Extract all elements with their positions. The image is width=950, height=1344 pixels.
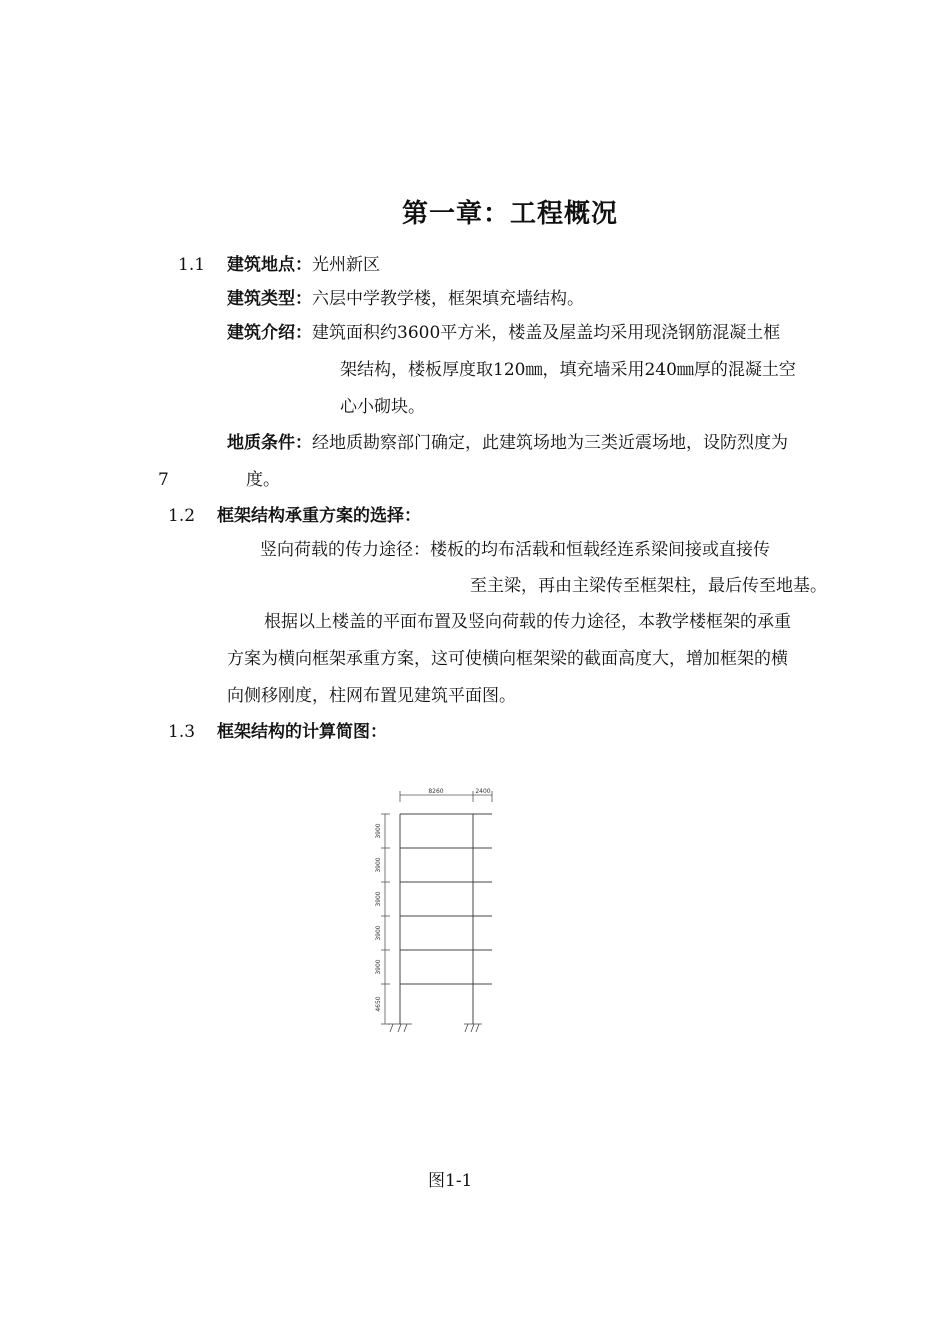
section-1-2-number: 1.2 (168, 506, 196, 526)
section-1-1-number: 1.1 (178, 255, 206, 275)
section-1-3-heading: 框架结构的计算简图： (217, 722, 387, 742)
location-line (227, 254, 380, 276)
scheme-line-2: 方案为横向框架承重方案，这可使横向框架梁的截面高度大，增加框架的横 (227, 649, 788, 669)
story-label-4: 3900 (375, 891, 382, 907)
geo-line-1 (227, 432, 788, 454)
section-1-2-heading: 框架结构承重方案的选择： (217, 506, 421, 526)
type-line (227, 288, 584, 310)
dimension-lines (381, 791, 492, 1024)
chapter-title: 第一章：工程概况 (401, 199, 618, 229)
location-value: 光州新区 (312, 255, 380, 275)
story-label-2: 3900 (375, 959, 382, 975)
span-label-1: 8260 (428, 788, 444, 795)
load-path-line-1: 竖向荷载的传力途径：楼板的均布活载和恒载经连系梁间接或直接传 (260, 540, 770, 560)
fixed-supports (388, 1024, 482, 1032)
geo-line-2: 度。 (246, 470, 280, 490)
frame-calculation-diagram (360, 780, 510, 1040)
intro-line-3: 心小砌块。 (340, 397, 425, 417)
geo-text-1: 经地质勘察部门确定，此建筑场地为三类近震场地，设防烈度为 (312, 433, 788, 453)
section-1-3-number: 1.3 (168, 722, 196, 742)
type-label: 建筑类型： (227, 289, 312, 309)
story-label-1: 4650 (375, 996, 382, 1012)
geo-label: 地质条件： (227, 433, 312, 453)
story-label-3: 3900 (375, 925, 382, 941)
load-path-line-2: 至主梁，再由主梁传至框架柱，最后传至地基。 (470, 576, 827, 596)
location-label: 建筑地点： (227, 255, 312, 275)
figure-caption: 图1-1 (428, 1171, 473, 1191)
span-label-2: 2400 (475, 788, 491, 795)
frame-members (400, 814, 492, 1024)
scheme-line-3: 向侧移刚度，柱网布置见建筑平面图。 (227, 686, 516, 706)
intro-line-1 (227, 322, 780, 344)
scheme-line-1: 根据以上楼盖的平面布置及竖向荷载的传力途径，本教学楼框架的承重 (264, 612, 791, 632)
story-label-5: 3900 (375, 857, 382, 873)
geo-intensity-number: 7 (158, 470, 169, 490)
story-label-6: 3900 (375, 823, 382, 839)
intro-label: 建筑介绍： (227, 323, 312, 343)
type-value: 六层中学教学楼，框架填充墙结构。 (312, 289, 584, 309)
intro-text-1: 建筑面积约3600平方米，楼盖及屋盖均采用现浇钢筋混凝土框 (312, 323, 781, 343)
intro-line-2: 架结构，楼板厚度取120㎜，填充墙采用240㎜厚的混凝土空 (340, 360, 796, 380)
